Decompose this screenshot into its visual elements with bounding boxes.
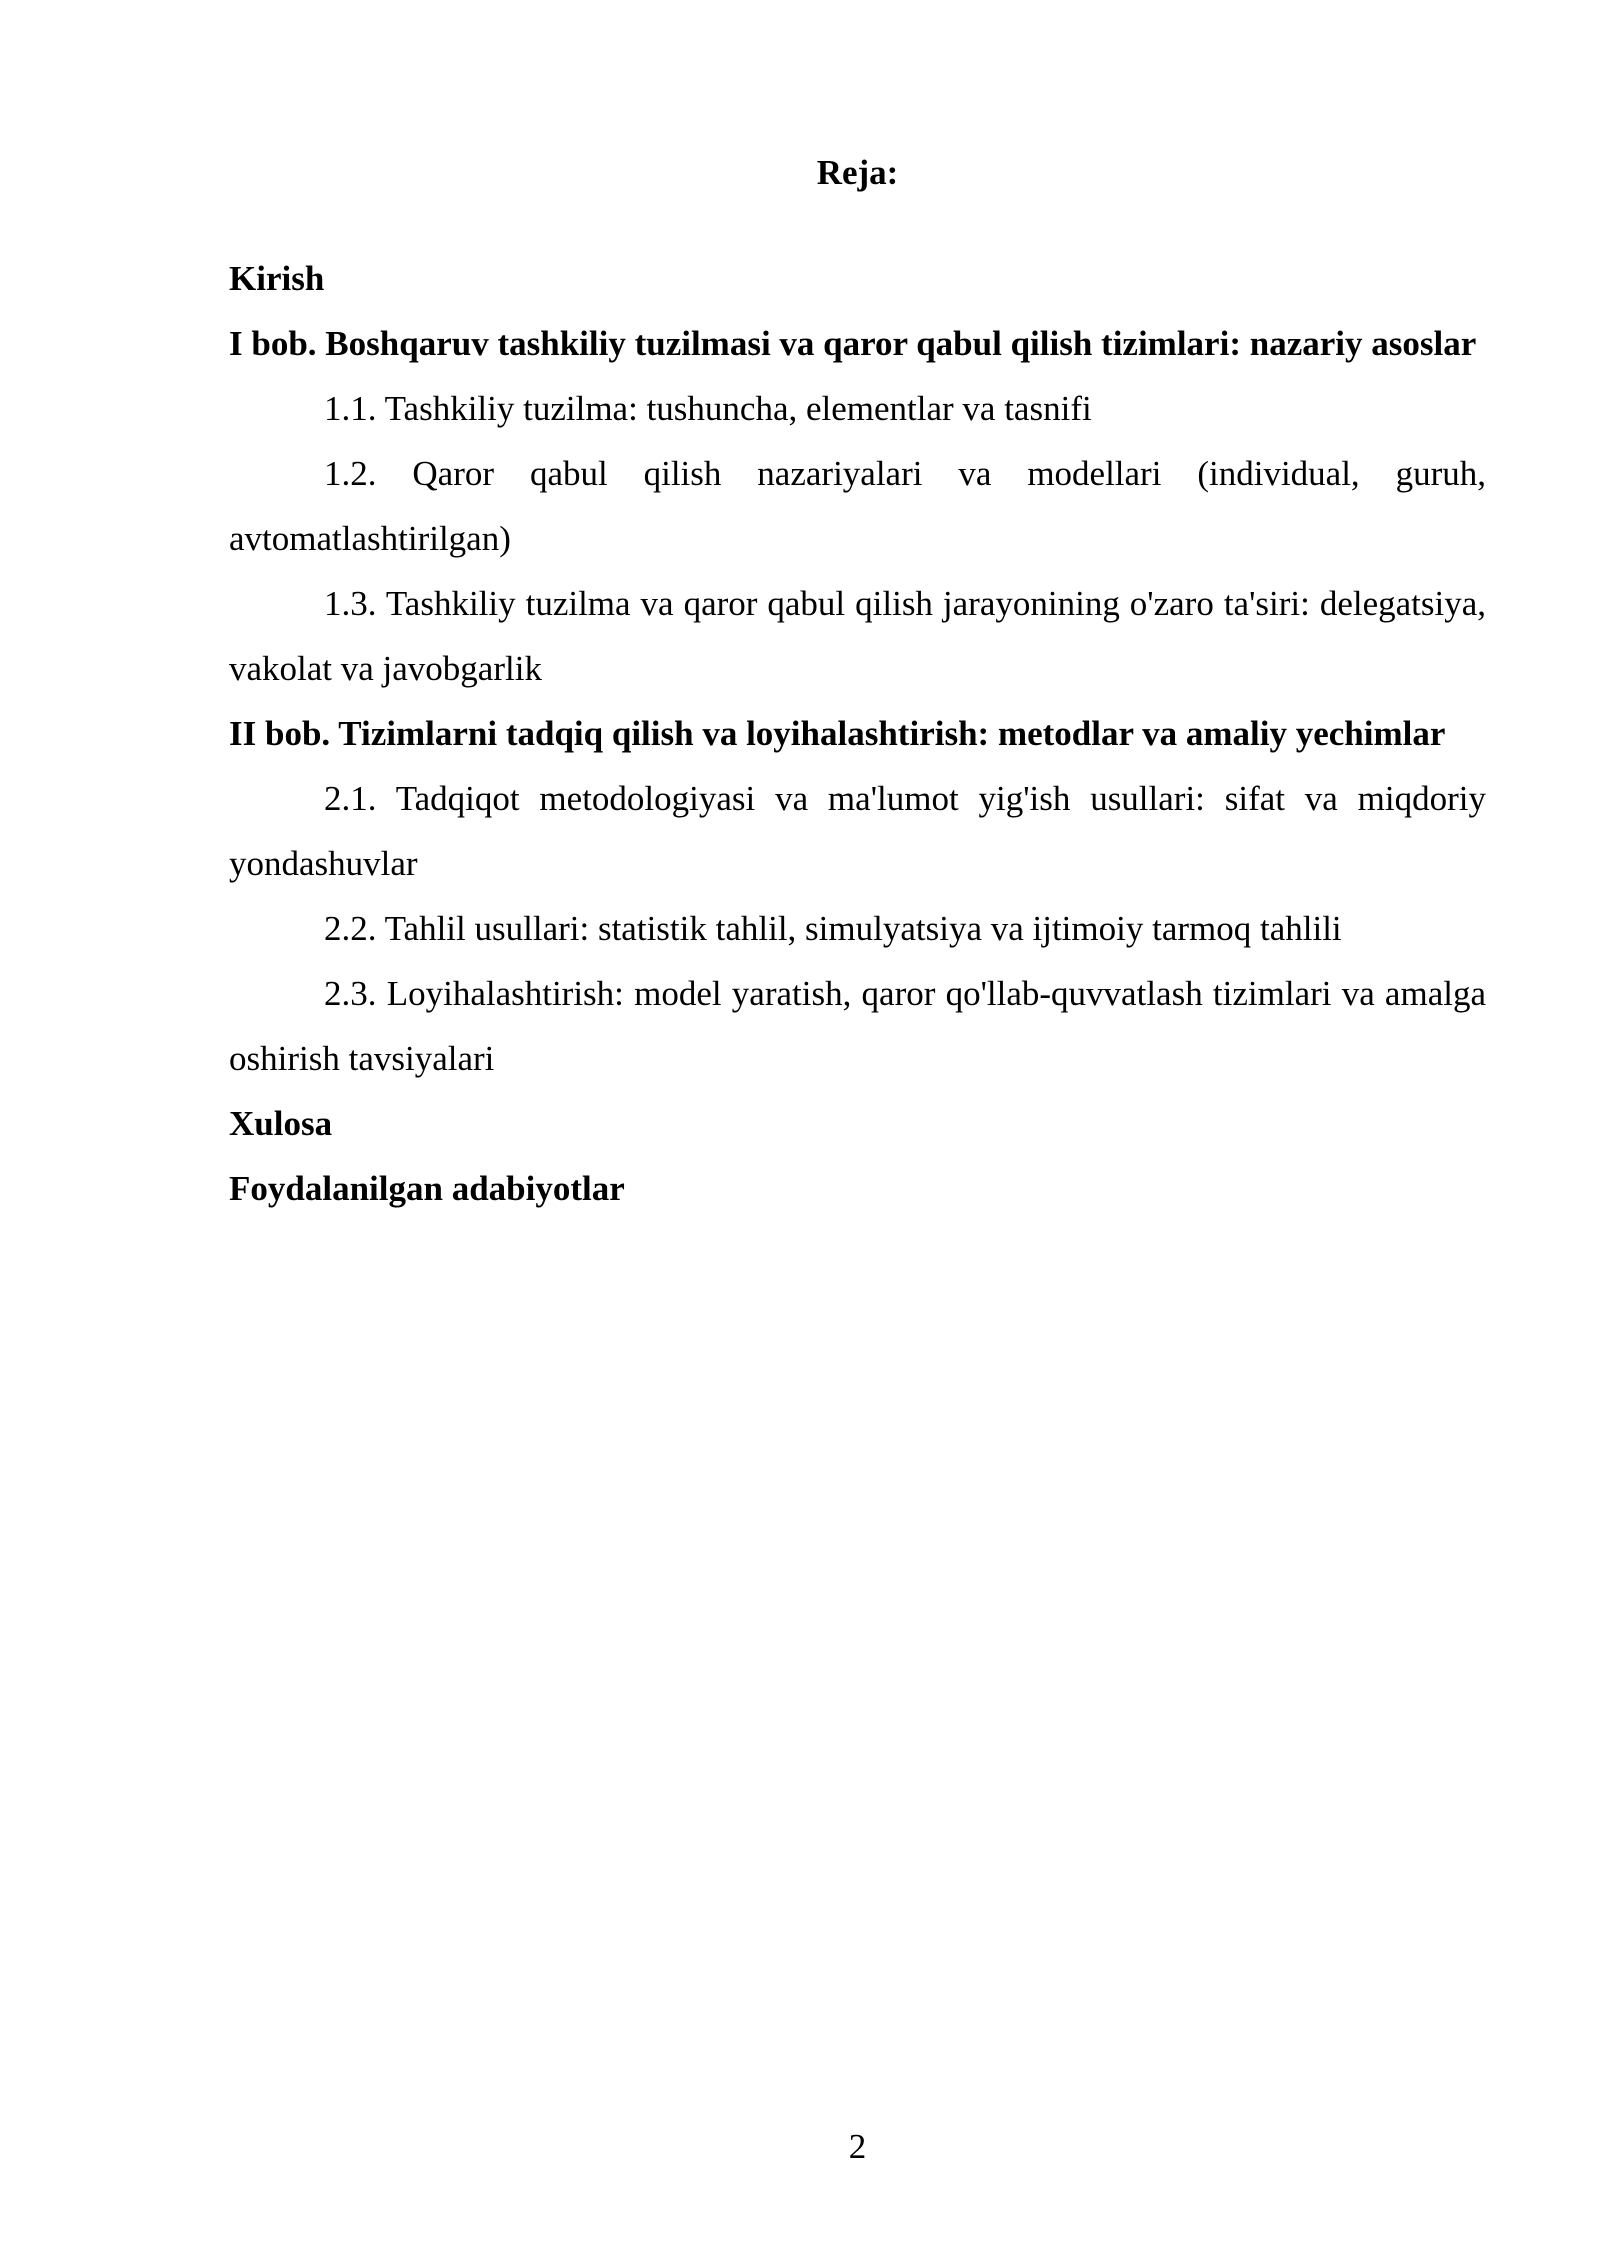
toc-references: Foydalanilgan adabiyotlar (229, 1169, 625, 1208)
toc-section-2-1: 2.1. Tadqiqot metodologiyasi va ma'lumot yig'ish usullari: sifat va miqdoriy yondashuvlar (229, 779, 1486, 883)
toc-chapter-1-title: I bob. Boshqaruv tashkiliy tuzilmasi va qaror qabul qilish tizimlari: nazariy asoslar (229, 324, 1477, 363)
page-number: 2 (848, 2127, 867, 2166)
toc-conclusion: Xulosa (229, 1104, 333, 1143)
table-of-contents (229, 246, 1486, 1221)
toc-section-1-1: 1.1. Tashkiliy tuzilma: tushuncha, elementlar va tasnifi (324, 389, 1092, 428)
page-title: Reja: (816, 153, 899, 192)
toc-chapter-2-title: II bob. Tizimlarni tadqiq qilish va loyihalashtirish: metodlar va amaliy yechimlar (229, 714, 1446, 753)
toc-section-1-2: 1.2. Qaror qabul qilish nazariyalari va modellari (individual, guruh, avtomatlashtirilgan) (229, 454, 1486, 558)
toc-intro: Kirish (229, 259, 325, 298)
toc-section-2-2: 2.2. Tahlil usullari: statistik tahlil, simulyatsiya va ijtimoiy tarmoq tahlili (324, 909, 1342, 948)
toc-section-2-3: 2.3. Loyihalashtirish: model yaratish, qaror qo'llab-quvvatlash tizimlari va amalga oshirish tavsiyalari (229, 974, 1486, 1078)
toc-section-1-3: 1.3. Tashkiliy tuzilma va qaror qabul qilish jarayonining o'zaro ta'siri: delegatsiya, vakolat va javobgarlik (229, 584, 1486, 688)
